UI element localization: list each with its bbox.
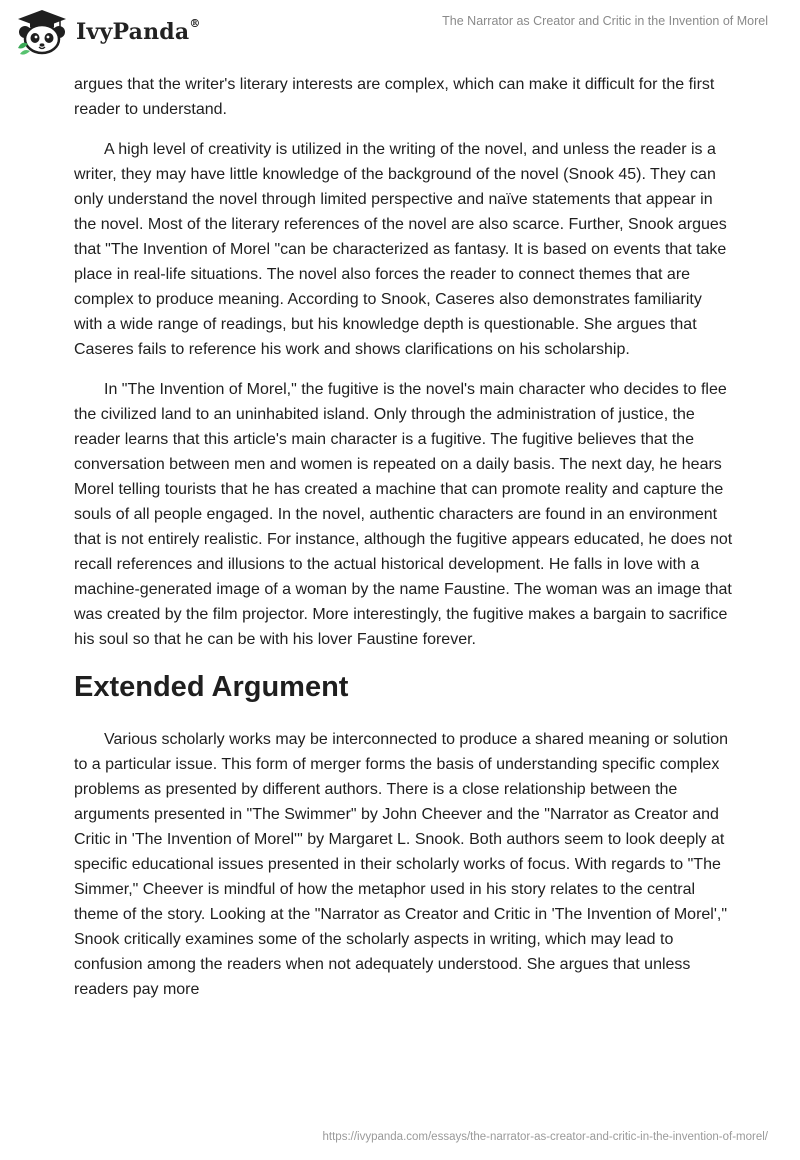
panda-logo-icon <box>14 8 70 56</box>
section-heading: Extended Argument <box>74 671 349 703</box>
site-logo[interactable] <box>14 8 201 56</box>
paragraph: In "The Invention of Morel," the fugitive is the novel's main character who decides to flee the civilized land to an uninhabited island. Only through the administration of justice, the reader learns that this article's main character is a fugitive. The fugitive believes that the conversation between men and women is repeated on a daily basis. The next day, he hears Morel telling tourists that he has created a machine that can promote reality and capture the souls of all people engaged. In the novel, authentic characters are found in an environment that is not entirely realistic. For instance, although the fugitive appears educated, he does not recall references and illusions to the actual historical development. He falls in love with a machine-generated image of a woman by the name Faustine. The woman was an image that was created by the film projector. More interestingly, the fugitive makes a bargain to sacrifice his soul so that he can be with his lover Faustine forever. <box>74 381 733 648</box>
paragraph: Various scholarly works may be interconnected to produce a shared meaning or solution to a particular issue. This form of merger forms the basis of understanding specific complex problems as presented by different authors. There is a close relationship between the arguments presented in "The Swimmer" by John Cheever and the "Narrator as Creator and Critic in 'The Invention of Morel'" by Margaret L. Snook. Both authors seem to look deeply at specific educational issues presented in their scholarly works of focus. With regards to "The Simmer," Cheever is mindful of how the metaphor used in his story relates to the central theme of the story. Looking at the "Narrator as Creator and Critic in 'The Invention of Morel'," Snook critically examines some of the scholarly aspects in writing, which may lead to confusion among the readers when not adequately understood. She argues that unless readers pay more <box>74 731 729 998</box>
essay-body <box>74 72 734 1017</box>
paragraph: A high level of creativity is utilized in the writing of the novel, and unless the reader is a writer, they may have little knowledge of the background of the novel (Snook 45). They can only understand the novel through limited perspective and naïve statements that appear in the novel. Most of the literary references of the novel are also scarce. Further, Snook argues that "The Invention of Morel "can be characterized as fantasy. It is based on events that take place in real-life situations. The novel also forces the reader to connect themes that are complex to produce meaning. According to Snook, Caseres also demonstrates familiarity with a wide range of readings, but his knowledge depth is questionable. She argues that Caseres fails to reference his work and shows clarifications on his scholarship. <box>74 141 727 358</box>
page-header <box>0 0 800 64</box>
source-url[interactable]: https://ivypanda.com/essays/the-narrator-as-creator-and-critic-in-the-invention-of-morel/ <box>322 1131 768 1143</box>
logo-text: IvyPanda® <box>76 17 201 45</box>
paragraph-continuation: argues that the writer's literary interests are complex, which can make it difficult for the first reader to understand. <box>74 76 715 118</box>
registered-mark: ® <box>189 17 201 30</box>
document-title: The Narrator as Creator and Critic in the Invention of Morel <box>442 14 768 28</box>
